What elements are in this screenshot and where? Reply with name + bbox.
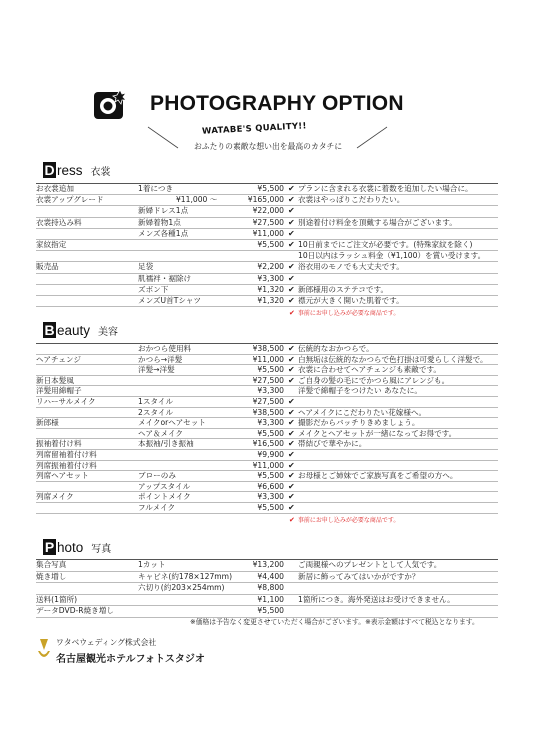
check-icon: ✔ [288, 471, 295, 481]
cell-c3: ¥5,500 [257, 503, 284, 512]
advance-order-text: 事前にお申し込みが必要な商品です。 [297, 516, 400, 524]
cell-note: 撮影だからバッチりきめましょう。 [298, 418, 420, 428]
cell-c3: ¥5,500 [257, 428, 284, 438]
cell-c3: ¥27,500 [252, 375, 284, 385]
section-title-dress: D ress 衣裳 [44, 162, 111, 178]
cell-c2: 新婦着物1点 [138, 217, 181, 227]
table-row [36, 295, 498, 307]
cell-c2: メンズ各種1点 [138, 228, 189, 238]
cell-c3: ¥1,320 [257, 296, 284, 305]
cell-note: 1箇所につき。海外発送はお受けできません。 [298, 594, 455, 604]
check-icon: ✔ [288, 284, 295, 294]
cell-c2: 1カット [138, 560, 166, 569]
advance-order-text: 事前にお申し込みが必要な商品です。 [297, 310, 400, 318]
cell-c3: ¥8,800 [257, 583, 284, 592]
check-icon: ✔ [288, 375, 295, 385]
cell-c3: ¥1,320 [257, 284, 284, 294]
cell-c3: ¥6,600 [257, 481, 284, 491]
check-icon: ✔ [288, 492, 295, 502]
check-icon: ✔ [288, 428, 295, 438]
check-icon: ✔ [288, 365, 295, 375]
cell-c2: 2スタイル [138, 407, 174, 417]
cell-c2: ¥11,000 〜 [138, 195, 218, 205]
cell-c3: ¥5,500 [257, 471, 284, 481]
section-title-beauty: B eauty 美容 [44, 322, 119, 338]
cell-c1: 振袖着付け料 [36, 439, 82, 449]
check-icon: ✔ [288, 354, 295, 364]
red-check-icon: ✔ [289, 309, 295, 318]
cell-c2: メイクorヘアセット [138, 418, 206, 428]
cell-c3: ¥38,500 [252, 344, 284, 353]
cell-note: 洋髪で綿帽子をつけたい あなたに。 [298, 386, 422, 396]
cell-c3: ¥3,300 [257, 386, 284, 396]
cell-c3: ¥3,300 [257, 418, 284, 428]
check-icon: ✔ [288, 240, 295, 249]
company-name: ワタベウェディング株式会社 [56, 638, 157, 647]
cell-c2: ポイントメイク [138, 492, 191, 502]
check-icon: ✔ [288, 273, 295, 283]
cell-c2: ヘア＆メイク [138, 428, 184, 438]
cell-c2: 1着につき [138, 184, 174, 193]
cell-note: お母様とご姉妹でご家族写真をご希望の方へ。 [298, 471, 458, 481]
cell-c3: ¥11,000 [252, 228, 284, 238]
cell-c2: キャビネ(約178×127mm) [138, 571, 233, 581]
studio-name: 名古屋観光ホテルフォトスタジオ [56, 654, 205, 665]
cell-c1: 販売品 [36, 262, 59, 272]
table-row [36, 502, 498, 514]
cell-c3: ¥1,100 [257, 594, 284, 604]
advance-order-note [289, 308, 399, 317]
cell-c3: ¥38,500 [252, 407, 284, 417]
check-icon: ✔ [288, 296, 295, 305]
cell-note: 襟元が大きく開いた肌着です。 [298, 296, 404, 305]
section-title-photo: P hoto 写真 [44, 539, 112, 555]
cell-c1: 衣裳アップグレード [36, 195, 104, 205]
cell-c2: かつら→洋髪 [138, 354, 183, 364]
cell-c1: 新郎様 [36, 418, 59, 428]
cell-c3: ¥5,500 [257, 240, 284, 249]
cell-note: 10日以内はラッシュ料金（¥1,100）を賞い受けます。 [298, 251, 486, 261]
cell-c2: 本振袖/引き振袖 [138, 439, 194, 449]
cell-c1: ヘアチェンジ [36, 354, 81, 364]
check-icon: ✔ [288, 439, 295, 449]
cell-c3: ¥13,200 [252, 560, 284, 569]
check-icon: ✔ [288, 407, 295, 417]
cell-c3: ¥3,300 [257, 273, 284, 283]
check-icon: ✔ [288, 184, 295, 193]
check-icon: ✔ [288, 418, 295, 428]
advance-order-note [289, 515, 399, 524]
cell-note: 新居に飾ってみてはいかがですか？ [298, 571, 420, 581]
cell-note: ご自身の髪の毛にでかつら風にアレンジも。 [298, 375, 450, 385]
cell-c2: メンズU首Tシャツ [138, 296, 201, 305]
cell-c3: ¥4,400 [257, 571, 284, 581]
cell-c3: ¥5,500 [257, 184, 284, 193]
cell-c3: ¥165,000 [247, 195, 284, 205]
camera-logo-icon [93, 88, 126, 121]
check-icon: ✔ [288, 397, 295, 406]
cell-c2: 洋髪→洋髪 [138, 365, 175, 375]
check-icon: ✔ [288, 344, 295, 353]
cell-note: 帯結びで華やかに。 [298, 439, 367, 449]
cell-c3: ¥5,500 [257, 365, 284, 375]
cell-c2: 新婦ドレス1点 [138, 206, 189, 216]
cell-c3: ¥22,000 [252, 206, 284, 216]
company-mark-icon [36, 637, 52, 662]
cell-note: ご両親様へのプレゼントとして人気です。 [298, 560, 442, 569]
cell-c1: 洋髪用綿帽子 [36, 386, 82, 396]
cell-c2: 1スタイル [138, 397, 174, 406]
cell-c2: フルメイク [138, 503, 176, 512]
cell-c3: ¥11,000 [252, 354, 284, 364]
cell-c3: ¥9,900 [257, 450, 284, 459]
check-icon: ✔ [288, 481, 295, 491]
cell-c2: アップスタイル [138, 481, 191, 491]
cell-c1: リハーサルメイク [36, 397, 96, 406]
footnote: ※価格は予告なく変更させていただく場合がございます。※表示金額はすべて税込となります。 [190, 618, 479, 626]
cell-note: 別途着付け料金を頂戴する場合がございます。 [298, 217, 457, 227]
cell-c1: お衣裳追加 [36, 184, 74, 193]
tagline: おふたりの素敵な想い出を最高のカタチに [194, 142, 343, 151]
cell-c2: 肌襦袢・裾除け [138, 273, 192, 283]
cell-note: 浴衣用のモノでも大丈夫です。 [298, 262, 404, 272]
check-icon: ✔ [288, 450, 295, 459]
cell-c1: 衣裳持込み料 [36, 217, 82, 227]
cell-c2: ブローのみ [138, 471, 176, 481]
cell-c1: 集合写真 [36, 560, 67, 569]
cell-c1: 列席ヘアセット [36, 471, 89, 481]
check-icon: ✔ [288, 217, 295, 227]
cell-c1: 列席振袖着付け料 [36, 460, 97, 470]
cell-note: 10日前までにご注文が必要です。(特殊家紋を除く) [298, 240, 473, 249]
cell-c1: 焼き増し [36, 571, 67, 581]
cell-c2: 六切り(約203×254mm) [138, 583, 225, 592]
cell-c1: 列席留袖着付け料 [36, 450, 97, 459]
page-title: PHOTOGRAPHY OPTION [150, 92, 404, 115]
check-icon: ✔ [288, 460, 295, 470]
cell-c3: ¥27,500 [252, 397, 284, 406]
check-icon: ✔ [288, 262, 295, 272]
check-icon: ✔ [288, 195, 295, 205]
check-icon: ✔ [288, 228, 295, 238]
cell-note: 伝統的なおかつらで。 [298, 344, 374, 353]
cell-note: プランに含まれる衣裳に着数を追加したい場合に。 [298, 184, 473, 193]
cell-note: 衣裳に合わせてヘアチェンジも素敵です。 [298, 365, 442, 375]
cell-c1: 家紋指定 [36, 240, 67, 249]
cell-note: 衣裳はやっぱりこだわりたい。 [298, 195, 405, 205]
cell-note: メイクとヘアセットが一緒になってお得です。 [298, 428, 457, 438]
subtitle: WATABE'S QUALITY!! [201, 121, 307, 137]
cell-note: 新郎様用のステテコです。 [298, 284, 389, 294]
cell-c1: 送料(1箇所) [36, 594, 78, 604]
cell-c3: ¥5,500 [257, 606, 284, 615]
cell-c1: 列席メイク [36, 492, 74, 502]
cell-c3: ¥2,200 [257, 262, 284, 272]
cell-c1: 新日本髪風 [36, 375, 74, 385]
red-check-icon: ✔ [289, 515, 295, 524]
cell-c3: ¥27,500 [252, 217, 284, 227]
cell-c2: おかつら使用料 [138, 344, 192, 353]
cell-c3: ¥11,000 [252, 460, 284, 470]
cell-note: ヘアメイクにこだわりたい花嫁様へ。 [298, 407, 427, 417]
cell-c3: ¥16,500 [252, 439, 284, 449]
check-icon: ✔ [288, 503, 295, 512]
cell-c1: データDVD-R焼き増し [36, 606, 114, 615]
cell-c3: ¥3,300 [257, 492, 284, 502]
cell-c2: ズボン下 [138, 284, 169, 294]
cell-c2: 足袋 [138, 262, 154, 272]
check-icon: ✔ [288, 206, 295, 216]
cell-note: 白無垢は伝統的なかつらで色打掛は可愛らしく洋髪で。 [298, 354, 488, 364]
